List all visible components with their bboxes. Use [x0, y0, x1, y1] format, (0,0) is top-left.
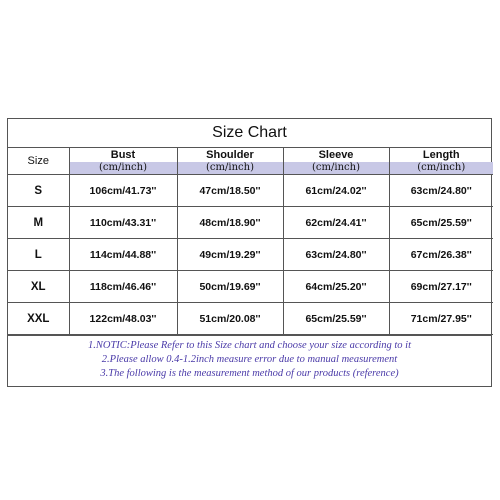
unit-label: (cm/inch)	[389, 162, 493, 175]
size-cell: L	[8, 239, 69, 271]
length-cell: 67cm/26.38''	[389, 239, 493, 271]
table-row	[8, 239, 493, 271]
shoulder-cell: 49cm/19.29''	[177, 239, 283, 271]
chart-title: Size Chart	[8, 119, 491, 148]
sleeve-cell: 64cm/25.20''	[283, 271, 389, 303]
header-bust: Bust	[69, 148, 177, 162]
length-cell: 65cm/25.59''	[389, 207, 493, 239]
sleeve-cell: 63cm/24.80''	[283, 239, 389, 271]
shoulder-cell: 50cm/19.69''	[177, 271, 283, 303]
header-size: Size	[8, 148, 69, 175]
size-cell: M	[8, 207, 69, 239]
header-shoulder: Shoulder	[177, 148, 283, 162]
shoulder-cell: 48cm/18.90''	[177, 207, 283, 239]
header-row	[8, 148, 493, 162]
length-cell: 63cm/24.80''	[389, 175, 493, 207]
length-cell: 69cm/27.17''	[389, 271, 493, 303]
size-chart	[7, 118, 492, 387]
unit-label: (cm/inch)	[177, 162, 283, 175]
header-sleeve: Sleeve	[283, 148, 389, 162]
table-row	[8, 303, 493, 335]
shoulder-cell: 47cm/18.50''	[177, 175, 283, 207]
size-cell: S	[8, 175, 69, 207]
bust-cell: 114cm/44.88''	[69, 239, 177, 271]
unit-row	[8, 162, 493, 175]
size-cell: XXL	[8, 303, 69, 335]
table-row	[8, 175, 493, 207]
bust-cell: 106cm/41.73''	[69, 175, 177, 207]
table-row	[8, 271, 493, 303]
unit-label: (cm/inch)	[283, 162, 389, 175]
bust-cell: 122cm/48.03''	[69, 303, 177, 335]
sleeve-cell: 61cm/24.02''	[283, 175, 389, 207]
note-refer: 1.NOTIC:Please Refer to this Size chart and choose your size according to it	[87, 340, 412, 351]
note-method: 3.The following is the measurement method of our products (reference)	[100, 368, 399, 379]
note-error: 2.Please allow 0.4-1.2inch measure error due to manual measurement	[101, 354, 398, 365]
table-row	[8, 207, 493, 239]
length-cell: 71cm/27.95''	[389, 303, 493, 335]
sleeve-cell: 62cm/24.41''	[283, 207, 389, 239]
size-cell: XL	[8, 271, 69, 303]
size-table	[8, 148, 493, 335]
bust-cell: 110cm/43.31''	[69, 207, 177, 239]
bust-cell: 118cm/46.46''	[69, 271, 177, 303]
shoulder-cell: 51cm/20.08''	[177, 303, 283, 335]
notes-section	[8, 335, 491, 386]
sleeve-cell: 65cm/25.59''	[283, 303, 389, 335]
unit-label: (cm/inch)	[69, 162, 177, 175]
header-length: Length	[389, 148, 493, 162]
